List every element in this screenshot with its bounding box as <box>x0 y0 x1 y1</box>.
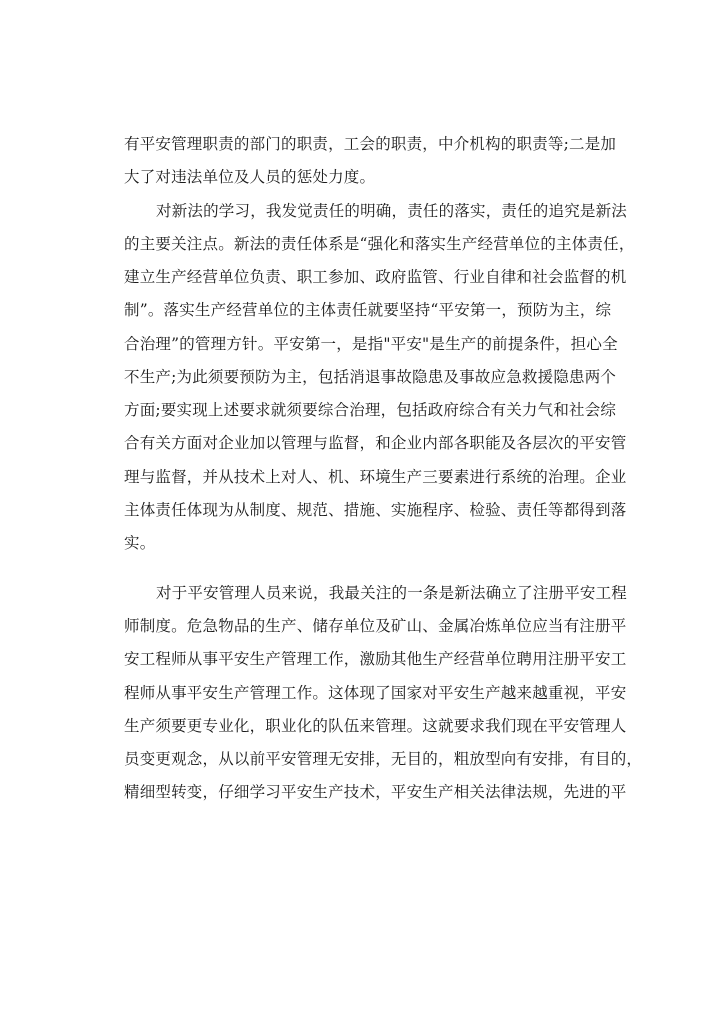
text-line: 对于平安管理人员来说，我最关注的一条是新法确立了注册平安工程 <box>156 583 628 602</box>
text-line: 生产须要更专业化，职业化的队伍来管理。这就要求我们现在平安管理人 <box>124 716 627 735</box>
text-line: 不生产;为此须要预防为主，包括消退事故隐患及事故应急救援隐患两个 <box>124 367 617 386</box>
text-line: 精细型转变，仔细学习平安生产技术，平安生产相关法律法规，先进的平 <box>124 783 627 802</box>
paragraph-2 <box>124 195 635 561</box>
paragraph-3 <box>124 577 643 810</box>
paragraph-gap <box>124 560 604 577</box>
body-text <box>124 128 643 810</box>
paragraph-1 <box>124 128 617 195</box>
text-line: 大了对违法单位及人员的惩处力度。 <box>124 168 376 187</box>
text-line: 的主要关注点。新法的责任体系是“强化和落实生产经营单位的主体责任， <box>124 234 635 253</box>
text-line: 主体责任体现为从制度、规范、措施、实施程序、检验、责任等都得到落 <box>124 500 627 519</box>
text-line: 实。 <box>124 534 156 552</box>
text-line: 理与监督，并从技术上对人、机、环境生产三要素进行系统的治理。企业 <box>124 467 627 486</box>
text-line: 安工程师从事平安生产管理工作，激励其他生产经营单位聘用注册平安工 <box>124 650 627 669</box>
text-line: 程师从事平安生产管理工作。这体现了国家对平安生产越来越重视，平安 <box>124 683 627 702</box>
text-line: 合有关方面对企业加以管理与监督，和企业内部各职能及各层次的平安管 <box>124 434 627 453</box>
text-line: 制”。落实生产经营单位的主体责任就要坚持“平安第一，预防为主，综 <box>124 301 612 320</box>
text-line: 师制度。危急物品的生产、储存单位及矿山、金属冶炼单位应当有注册平 <box>124 617 627 635</box>
text-line: 方面;要实现上述要求就须要综合治理，包括政府综合有关力气和社会综 <box>124 401 617 419</box>
text-line: 有平安管理职责的部门的职责，工会的职责，中介机构的职责等;二是加 <box>124 135 617 153</box>
text-line: 员变更观念，从以前平安管理无安排，无目的，粗放型向有安排，有目的， <box>124 750 643 768</box>
text-line: 合治理”的管理方针。平安第一，是指"平安"是生产的前提条件，担心全 <box>124 334 618 353</box>
text-line: 对新法的学习，我发觉责任的明确，责任的落实，责任的追究是新法 <box>156 201 628 220</box>
text-line: 建立生产经营单位负责、职工参加、政府监管、行业自律和社会监督的机 <box>124 268 627 286</box>
